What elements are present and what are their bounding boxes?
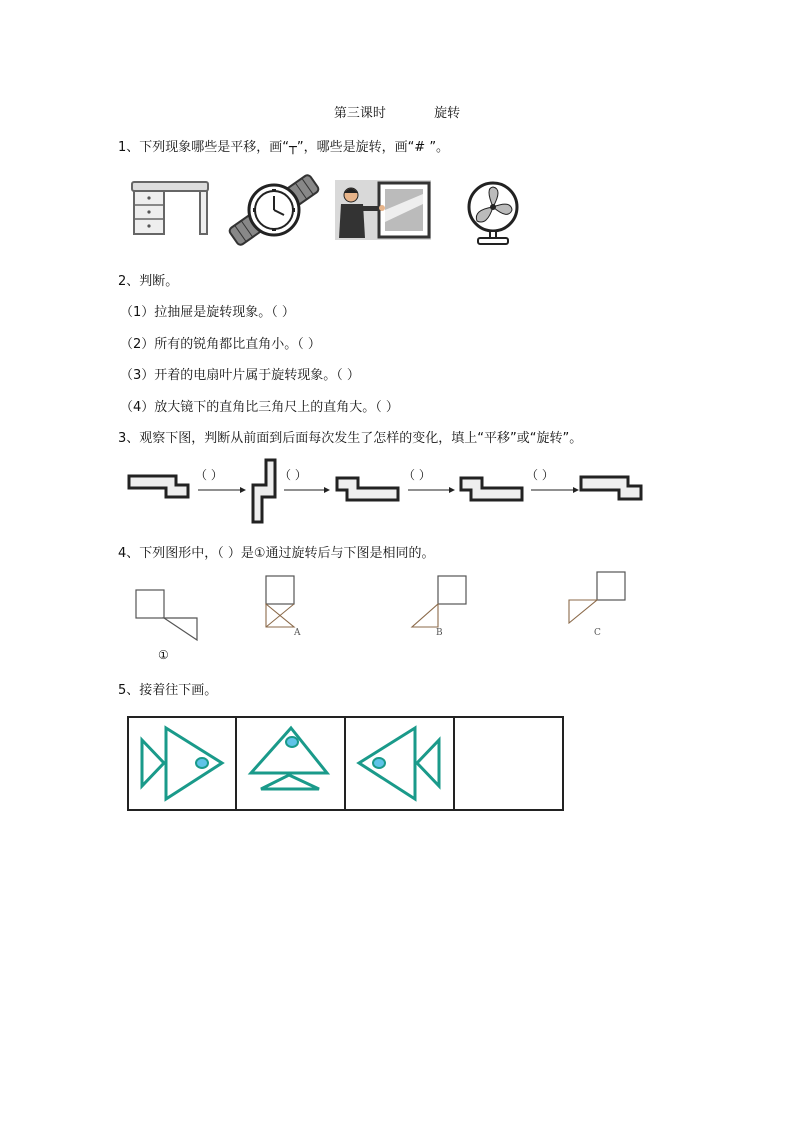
label-a: A xyxy=(294,628,301,638)
question-4-text: 4、下列图形中，（ ）是①通过旋转后与下图是相同的。 xyxy=(118,546,435,561)
zshape-5 xyxy=(581,477,641,499)
question-1-text: 1、下列现象哪些是平移，画“┬”，哪些是旋转，画“# ”。 xyxy=(118,140,450,155)
option-a[interactable] xyxy=(262,572,342,644)
person-pulling-window-icon xyxy=(335,180,431,240)
judge-item-3: （3）开着的电扇叶片属于旋转现象。（ ） xyxy=(120,368,360,383)
figure-original xyxy=(130,585,210,665)
lesson-label: 第三课时 xyxy=(333,106,386,121)
watch-icon xyxy=(233,173,315,247)
label-b: B xyxy=(436,628,443,638)
blank-3[interactable]: （ ） xyxy=(403,468,431,482)
label-c: C xyxy=(594,628,601,638)
desk-icon xyxy=(130,180,210,238)
question-5-text: 5、接着往下画。 xyxy=(118,683,218,698)
judge-item-2: （2）所有的锐角都比直角小。（ ） xyxy=(120,337,321,352)
blank-2[interactable]: （ ） xyxy=(279,468,307,482)
question-3-text: 3、观察下图，判断从前面到后面每次发生了怎样的变化，填上“平移”或“旋转”。 xyxy=(118,431,583,446)
judge-item-1: （1）拉抽屉是旋转现象。（ ） xyxy=(120,305,295,320)
fish-1-eye xyxy=(196,758,208,768)
zshape-3 xyxy=(337,478,398,500)
fish-pattern-grid xyxy=(126,715,566,813)
question-2-text: 2、判断。 xyxy=(118,274,179,289)
zshape-4 xyxy=(461,478,522,500)
electric-fan-icon xyxy=(463,180,523,246)
label-original: ① xyxy=(158,648,169,662)
zshape-2 xyxy=(253,460,275,522)
blank-1[interactable]: （ ） xyxy=(195,468,223,482)
blank-4[interactable]: （ ） xyxy=(526,468,554,482)
topic-label: 旋转 xyxy=(434,106,461,121)
answer-drawing-cell xyxy=(456,719,561,808)
fish-2-eye xyxy=(286,737,298,747)
judge-item-4: （4）放大镜下的直角比三角尺上的直角大。（ ） xyxy=(120,400,399,415)
option-b[interactable] xyxy=(408,572,488,644)
fish-3-eye xyxy=(373,758,385,768)
zshape-1 xyxy=(129,476,188,497)
option-c[interactable] xyxy=(565,568,645,640)
page-title xyxy=(0,102,794,121)
